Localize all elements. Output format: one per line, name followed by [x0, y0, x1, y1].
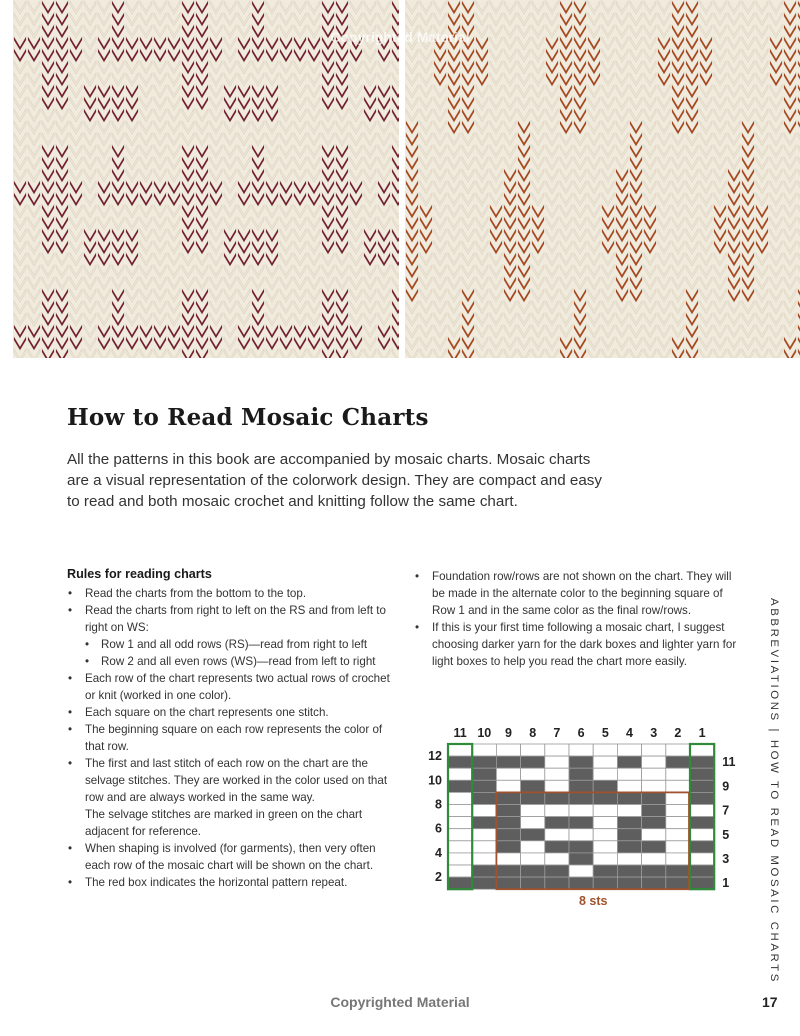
rule-item: • Read the charts from the bottom to the top. — [67, 585, 397, 602]
chart-cell — [472, 841, 496, 853]
chart-cell — [545, 829, 569, 841]
rules-title: Rules for reading charts — [67, 567, 212, 581]
chart-cell — [496, 805, 520, 817]
chart-cell — [569, 756, 593, 768]
chart-cell — [617, 829, 641, 841]
chart-cell — [448, 805, 472, 817]
repeat-label: 8 sts — [578, 894, 608, 909]
chart-cell — [448, 829, 472, 841]
chart-column-label: 11 — [453, 726, 467, 740]
chart-cell — [642, 841, 666, 853]
chart-cell — [448, 865, 472, 877]
running-section-label — [764, 598, 780, 984]
chart-cell — [521, 877, 545, 889]
chart-cell — [472, 792, 496, 804]
chart-cell — [617, 841, 641, 853]
chart-cell — [690, 817, 714, 829]
chart-cell — [448, 841, 472, 853]
chart-cell — [690, 805, 714, 817]
chart-cell — [642, 805, 666, 817]
rule-item: • Each row of the chart represents two actual rows of crochet or knit (worked in one color). — [67, 670, 397, 704]
chart-cell — [545, 768, 569, 780]
chart-cell — [617, 865, 641, 877]
chart-cell — [448, 780, 472, 792]
chart-cell — [690, 792, 714, 804]
chart-cell — [642, 829, 666, 841]
chart-cell — [545, 792, 569, 804]
chart-cell — [496, 877, 520, 889]
side-label-text: ABBREVIATIONS | HOW TO READ MOSAIC CHARTS — [768, 598, 780, 984]
chart-column-label: 1 — [698, 726, 706, 740]
chart-cell — [617, 853, 641, 865]
chart-cell — [521, 756, 545, 768]
chart-cell — [496, 756, 520, 768]
rules-list-left — [67, 585, 397, 891]
chart-cell — [593, 756, 617, 768]
chart-cell — [569, 829, 593, 841]
chart-cell — [666, 744, 690, 756]
chart-cell — [617, 805, 641, 817]
chart-cell — [472, 853, 496, 865]
chart-cell — [496, 829, 520, 841]
chart-cell — [666, 780, 690, 792]
chart-cell — [690, 780, 714, 792]
chart-cell — [593, 768, 617, 780]
chart-column-label: 4 — [626, 726, 633, 740]
chart-cell — [545, 841, 569, 853]
rule-item: • When shaping is involved (for garments), then very often each row of the mosaic chart will be shown on the chart. — [67, 840, 397, 874]
chart-column-label: 3 — [650, 726, 658, 740]
chart-cell — [448, 792, 472, 804]
mosaic-chart — [420, 720, 740, 910]
chart-cell — [593, 841, 617, 853]
chart-cell — [642, 865, 666, 877]
chart-cell — [666, 865, 690, 877]
chart-cell — [617, 768, 641, 780]
chart-row-label-right: 7 — [722, 803, 730, 818]
knit-swatch-photo-rust — [405, 0, 800, 358]
chart-cell — [593, 817, 617, 829]
rule-item: • The first and last stitch of each row on the chart are the selvage stitches. They are worked in the color used on that row and are always worked in the same way. — [67, 755, 397, 806]
chart-cell — [496, 792, 520, 804]
chart-cell — [545, 877, 569, 889]
chart-cell — [690, 877, 714, 889]
chart-cell — [521, 817, 545, 829]
chart-cell — [593, 829, 617, 841]
chart-row-label-left: 6 — [435, 821, 442, 836]
chart-cell — [690, 829, 714, 841]
chart-column-label: 2 — [674, 726, 682, 740]
chart-cell — [593, 865, 617, 877]
chart-cell — [521, 744, 545, 756]
chart-row-label-left: 10 — [428, 773, 442, 788]
chart-cell — [593, 744, 617, 756]
chart-cell — [521, 841, 545, 853]
chart-cell — [690, 744, 714, 756]
section-heading: How to Read Mosaic Charts — [67, 404, 429, 431]
chart-cell — [642, 768, 666, 780]
chart-cell — [617, 877, 641, 889]
chart-row-label-right: 9 — [722, 779, 730, 794]
chart-cell — [545, 744, 569, 756]
chart-cell — [690, 841, 714, 853]
chart-cell — [472, 817, 496, 829]
chart-cell — [448, 853, 472, 865]
rule-item: • Row 1 and all odd rows (RS)—read from right to left — [67, 636, 397, 653]
chart-cell — [569, 768, 593, 780]
rules-left-column — [67, 566, 397, 891]
chart-cell — [690, 853, 714, 865]
chart-cell — [666, 817, 690, 829]
chart-cell — [472, 744, 496, 756]
chart-cell — [593, 780, 617, 792]
chart-cell — [472, 756, 496, 768]
chart-cell — [569, 817, 593, 829]
chart-cell — [521, 780, 545, 792]
chart-cell — [666, 841, 690, 853]
chart-cell — [496, 841, 520, 853]
chart-cell — [642, 756, 666, 768]
chart-cell — [569, 865, 593, 877]
chart-column-label: 7 — [553, 726, 561, 740]
chart-cell — [569, 877, 593, 889]
chart-cell — [569, 805, 593, 817]
chart-cell — [642, 877, 666, 889]
chart-cell — [569, 841, 593, 853]
chart-cell — [666, 829, 690, 841]
chart-cell — [617, 792, 641, 804]
chart-cell — [472, 865, 496, 877]
chart-cell — [521, 853, 545, 865]
chart-cell — [666, 877, 690, 889]
chart-cell — [521, 805, 545, 817]
chart-column-label: 8 — [529, 726, 537, 740]
chart-cell — [496, 817, 520, 829]
chart-cell — [496, 853, 520, 865]
chart-cell — [690, 768, 714, 780]
chart-cell — [472, 877, 496, 889]
chart-row-label-right: 1 — [722, 876, 730, 891]
knit-swatch-photo-burgundy — [13, 0, 399, 358]
chart-cell — [593, 805, 617, 817]
rule-item: • The red box indicates the horizontal pattern repeat. — [67, 874, 397, 891]
chart-column-label: 6 — [577, 726, 585, 740]
rule-item: • Read the charts from right to left on the RS and from left to right on WS: — [67, 602, 397, 636]
chart-cell — [569, 744, 593, 756]
rule-item: • If this is your first time following a mosaic chart, I suggest choosing darker yarn for the dark boxes and lighter yarn for light boxes to help you read the chart more easily. — [414, 619, 744, 670]
page-number: 17 — [762, 994, 778, 1010]
chart-cell — [448, 817, 472, 829]
chart-cell — [666, 805, 690, 817]
chart-cell — [472, 805, 496, 817]
chart-cell — [545, 817, 569, 829]
chart-cell — [472, 780, 496, 792]
chart-cell — [593, 792, 617, 804]
chart-cell — [666, 792, 690, 804]
chart-cell — [642, 780, 666, 792]
chart-cell — [569, 792, 593, 804]
chart-cell — [642, 744, 666, 756]
chart-cell — [496, 744, 520, 756]
chart-cell — [617, 817, 641, 829]
chart-cell — [642, 817, 666, 829]
chart-cell — [666, 768, 690, 780]
chart-column-label: 9 — [505, 726, 512, 740]
intro-paragraph: All the patterns in this book are accompanied by mosaic charts. Mosaic charts are a visual representation of the colorwork design. They are compact and easy to read and both mosaic crochet and knitting follow the same chart. — [67, 451, 602, 510]
chart-cell — [521, 829, 545, 841]
chart-column-label: 5 — [601, 726, 609, 740]
chart-cell — [472, 768, 496, 780]
chart-cell — [448, 756, 472, 768]
chart-row-label-right: 11 — [722, 755, 736, 770]
chart-cell — [690, 865, 714, 877]
chart-cell — [496, 865, 520, 877]
chart-cell — [642, 853, 666, 865]
chart-cell — [666, 853, 690, 865]
chart-row-label-left: 8 — [435, 797, 442, 812]
chart-cell — [617, 780, 641, 792]
chart-cell — [521, 768, 545, 780]
chart-cell — [496, 780, 520, 792]
chart-row-label-right: 3 — [722, 852, 730, 866]
chart-cell — [545, 805, 569, 817]
copyright-watermark-bottom: Copyrighted Material — [330, 994, 470, 1010]
chart-cell — [642, 792, 666, 804]
rule-item: • Each square on the chart represents one stitch. — [67, 704, 397, 721]
chart-cell — [545, 756, 569, 768]
rule-item: • Row 2 and all even rows (WS)—read from left to right — [67, 653, 397, 670]
chart-cell — [569, 780, 593, 792]
chart-cell — [593, 853, 617, 865]
chart-cell — [545, 853, 569, 865]
chart-cell — [496, 768, 520, 780]
chart-cell — [617, 744, 641, 756]
rules-right-column — [414, 568, 744, 670]
chart-cell — [593, 877, 617, 889]
chart-row-label-left: 12 — [428, 749, 442, 764]
chart-cell — [690, 756, 714, 768]
rule-item: The selvage stitches are marked in green on the chart adjacent for reference. — [85, 808, 363, 838]
copyright-watermark-top: Copyrighted Material — [330, 29, 470, 45]
chart-cell — [617, 756, 641, 768]
chart-cell — [521, 792, 545, 804]
rule-item: • Foundation row/rows are not shown on the chart. They will be made in the alternate color to the beginning square of Row 1 and in the same color as the final row/rows. — [414, 568, 744, 619]
chart-cell — [448, 744, 472, 756]
chart-cell — [448, 877, 472, 889]
chart-cell — [666, 756, 690, 768]
chart-cell — [521, 865, 545, 877]
chart-cell — [472, 829, 496, 841]
chart-cell — [448, 768, 472, 780]
rules-list-right — [414, 568, 744, 670]
chart-row-label-left: 2 — [435, 870, 442, 885]
chart-cell — [569, 853, 593, 865]
chart-cell — [545, 865, 569, 877]
chart-cell — [545, 780, 569, 792]
chart-row-label-left: 4 — [435, 845, 442, 860]
chart-row-label-right: 5 — [722, 827, 730, 842]
rule-item: • The beginning square on each row represents the color of that row. — [67, 721, 397, 755]
chart-column-label: 10 — [477, 726, 492, 740]
